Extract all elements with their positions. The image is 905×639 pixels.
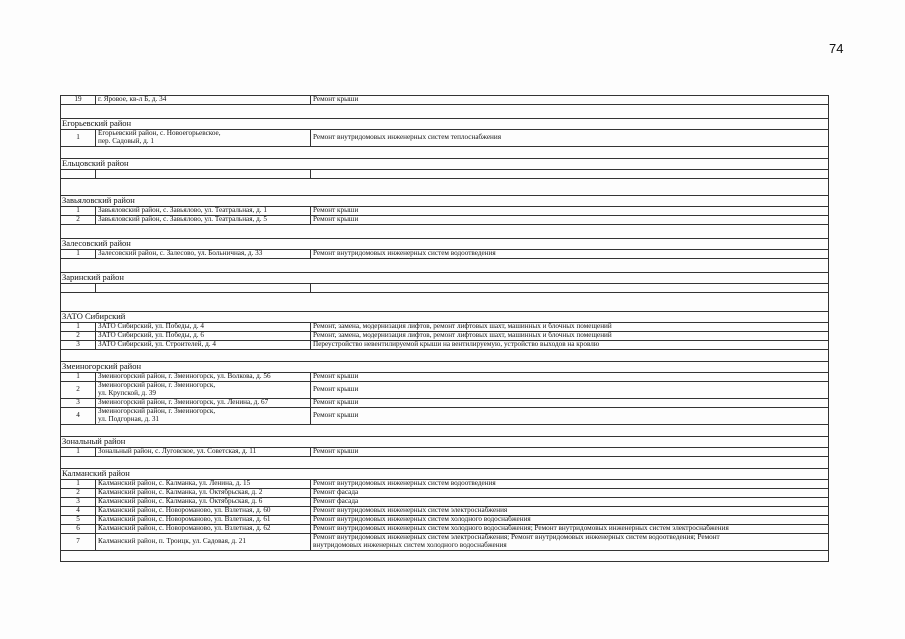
table-row [61, 381, 828, 398]
address-line: ЗАТО Сибирский, ул. Победы, д. 4 [98, 323, 204, 331]
address-line: Егорьевский район, с. Новоегорьевское, [98, 130, 221, 138]
address-cell [96, 507, 311, 515]
work-type-line: Ремонт крыши [313, 411, 359, 420]
address-cell [96, 250, 311, 258]
work-type-line: Ремонт крыши [313, 385, 359, 394]
table-row [61, 215, 828, 224]
row-number: 1 [61, 373, 96, 381]
address-cell [96, 341, 311, 349]
work-type-line: Ремонт внутридомовых инженерных систем холодного водоснабжения [313, 516, 531, 524]
section-spacer [61, 178, 828, 195]
address-cell [96, 382, 311, 398]
table-row [61, 524, 828, 533]
work-type-cell [311, 399, 828, 407]
district-heading: ЗАТО Сибирский [61, 311, 828, 322]
work-type-cell [311, 332, 828, 340]
work-type-cell [311, 516, 828, 524]
work-type-line: Ремонт внутридомовых инженерных систем холодного водоснабжения; Ремонт внутридомовых инженерных систем электроснабжения [313, 525, 729, 533]
address-cell [96, 373, 311, 381]
table-row [61, 249, 828, 258]
address-cell [96, 284, 311, 292]
table-row [61, 533, 828, 550]
district-heading: Калманский район [61, 468, 828, 479]
work-type-cell [311, 525, 828, 533]
district-heading: Ельцовский район [61, 158, 828, 169]
table-row [61, 506, 828, 515]
row-number: 5 [61, 516, 96, 524]
table-row [61, 497, 828, 506]
address-cell [96, 534, 311, 550]
row-number: 3 [61, 498, 96, 506]
table-row [61, 95, 828, 104]
row-number: 7 [61, 534, 96, 550]
section-spacer [61, 104, 828, 118]
table-row [61, 398, 828, 407]
work-type-line: Ремонт крыши [313, 448, 359, 456]
work-type-line: Ремонт внутридомовых инженерных систем теплоснабжения [313, 133, 502, 142]
work-type-cell [311, 534, 828, 550]
row-number: 6 [61, 525, 96, 533]
address-line: ул. Крупской, д. 39 [98, 389, 156, 397]
table-row [61, 340, 828, 349]
work-type-line: Переустройство невентилируемой крыши на вентилируемую, устройство выходов на кровлю [313, 341, 600, 349]
section-spacer [61, 349, 828, 361]
row-number: 4 [61, 408, 96, 424]
section-spacer [61, 292, 828, 311]
row-number: 1 [61, 480, 96, 488]
work-type-cell [311, 489, 828, 497]
section-spacer [61, 224, 828, 238]
work-type-line: Ремонт внутридомовых инженерных систем электроснабжения; Ремонт внутридомовых инженерных систем водоотведения; Ремонт [313, 534, 720, 542]
work-type-line: Ремонт крыши [313, 373, 359, 381]
table-row [61, 283, 828, 292]
row-number: 1 [61, 448, 96, 456]
work-type-line: Ремонт фасада [313, 489, 359, 497]
section-spacer [61, 258, 828, 272]
table-row [61, 447, 828, 456]
address-cell [96, 489, 311, 497]
row-number: 4 [61, 507, 96, 515]
work-type-cell [311, 373, 828, 381]
row-number: 3 [61, 399, 96, 407]
address-cell [96, 525, 311, 533]
work-type-cell [311, 216, 828, 224]
address-cell [96, 480, 311, 488]
address-cell [96, 498, 311, 506]
address-line: Змеиногорский район, г. Змеиногорск, ул. Ленина, д. 67 [98, 399, 269, 407]
table-row [61, 515, 828, 524]
address-cell [96, 332, 311, 340]
district-heading: Залесовский район [61, 238, 828, 249]
work-type-line: Ремонт крыши [313, 207, 359, 215]
work-type-line: Ремонт внутридомовых инженерных систем водоотведения [313, 480, 496, 488]
address-line: Змеиногорский район, г. Змеиногорск, ул. Волкова, д. 56 [98, 373, 271, 381]
table-row [61, 322, 828, 331]
address-line: Калманский район, с. Новороманово, ул. Взлетная, д. 60 [98, 507, 271, 515]
address-line: Завьяловский район, с. Завьялово, ул. Театральная, д. 5 [98, 216, 267, 224]
address-cell [96, 323, 311, 331]
work-type-cell [311, 207, 828, 215]
address-cell [96, 408, 311, 424]
work-type-line: Ремонт, замена, модернизация лифтов, ремонт лифтовых шахт, машинных и блочных помещений [313, 323, 612, 331]
address-line: ЗАТО Сибирский, ул. Строителей, д. 4 [98, 341, 216, 349]
address-line: г. Яровое, кв-л Б, д. 34 [98, 96, 167, 104]
section-spacer [61, 550, 828, 561]
address-line: Калманский район, п. Троицк, ул. Садовая, д. 21 [98, 537, 246, 546]
address-cell [96, 216, 311, 224]
table-row [61, 488, 828, 497]
address-cell [96, 448, 311, 456]
work-type-cell [311, 480, 828, 488]
district-heading: Заринский район [61, 272, 828, 283]
row-number: 1 [61, 250, 96, 258]
table-row [61, 169, 828, 178]
address-cell [96, 96, 311, 104]
work-type-cell [311, 170, 828, 178]
address-line: ул. Подгорная, д. 31 [98, 415, 160, 423]
address-line: пер. Садовый, д. 1 [98, 137, 154, 145]
work-type-line: Ремонт внутридомовых инженерных систем водоотведения [313, 250, 496, 258]
work-type-cell [311, 498, 828, 506]
row-number: 1 [61, 323, 96, 331]
work-type-line: внутридомовых инженерных систем холодного водоснабжения [313, 541, 507, 549]
address-line: Калманский район, с. Новороманово, ул. Взлетная, д. 61 [98, 516, 271, 524]
district-heading: Зональный район [61, 436, 828, 447]
table-row [61, 206, 828, 215]
work-type-cell [311, 130, 828, 146]
table-row [61, 407, 828, 424]
address-line: Калманский район, с. Калманка, ул. Октябрьская, д. 6 [98, 498, 263, 506]
work-type-line: Ремонт крыши [313, 216, 359, 224]
address-cell [96, 130, 311, 146]
address-cell [96, 207, 311, 215]
row-number: 1 [61, 207, 96, 215]
row-number [61, 284, 96, 292]
work-type-cell [311, 382, 828, 398]
work-type-line: Ремонт крыши [313, 96, 359, 104]
address-line: Зональный район, с. Луговское, ул. Советская, д. 11 [98, 448, 257, 456]
work-type-cell [311, 408, 828, 424]
row-number: 1 [61, 130, 96, 146]
address-cell [96, 399, 311, 407]
address-line: Калманский район, с. Новороманово, ул. Взлетная, д. 62 [98, 525, 271, 533]
work-type-cell [311, 448, 828, 456]
row-number: 2 [61, 382, 96, 398]
district-heading: Змеиногорский район [61, 361, 828, 372]
table-row [61, 372, 828, 381]
table-row [61, 479, 828, 488]
work-type-cell [311, 96, 828, 104]
address-line: Змеиногорский район, г. Змеиногорск, [98, 382, 216, 390]
district-heading: Завьяловский район [61, 195, 828, 206]
section-spacer [61, 146, 828, 158]
address-line: Завьяловский район, с. Завьялово, ул. Театральная, д. 1 [98, 207, 267, 215]
row-number: 2 [61, 489, 96, 497]
work-type-cell [311, 323, 828, 331]
row-number: 19 [61, 96, 96, 104]
address-line: Калманский район, с. Калманка, ул. Октябрьская, д. 2 [98, 489, 263, 497]
work-type-cell [311, 341, 828, 349]
section-spacer [61, 456, 828, 468]
work-type-line: Ремонт крыши [313, 399, 359, 407]
work-type-cell [311, 284, 828, 292]
row-number: 3 [61, 341, 96, 349]
work-type-cell [311, 250, 828, 258]
row-number: 2 [61, 332, 96, 340]
work-type-line: Ремонт фасада [313, 498, 359, 506]
table-row [61, 129, 828, 146]
address-line: Калманский район, с. Калманка, ул. Ленина, д. 15 [98, 480, 251, 488]
page-number: 74 [829, 41, 844, 56]
row-number [61, 170, 96, 178]
address-line: Залесовский район, с. Залесово, ул. Больничная, д. 33 [98, 250, 263, 258]
address-line: Змеиногорский район, г. Змеиногорск, [98, 408, 216, 416]
repair-table [60, 95, 829, 562]
work-type-line: Ремонт, замена, модернизация лифтов, ремонт лифтовых шахт, машинных и блочных помещений [313, 332, 612, 340]
section-spacer [61, 424, 828, 436]
work-type-cell [311, 507, 828, 515]
district-heading: Егорьевский район [61, 118, 828, 129]
address-cell [96, 516, 311, 524]
address-line: ЗАТО Сибирский, ул. Победы, д. 6 [98, 332, 204, 340]
table-row [61, 331, 828, 340]
address-cell [96, 170, 311, 178]
row-number: 2 [61, 216, 96, 224]
work-type-line: Ремонт внутридомовых инженерных систем электроснабжения [313, 507, 508, 515]
